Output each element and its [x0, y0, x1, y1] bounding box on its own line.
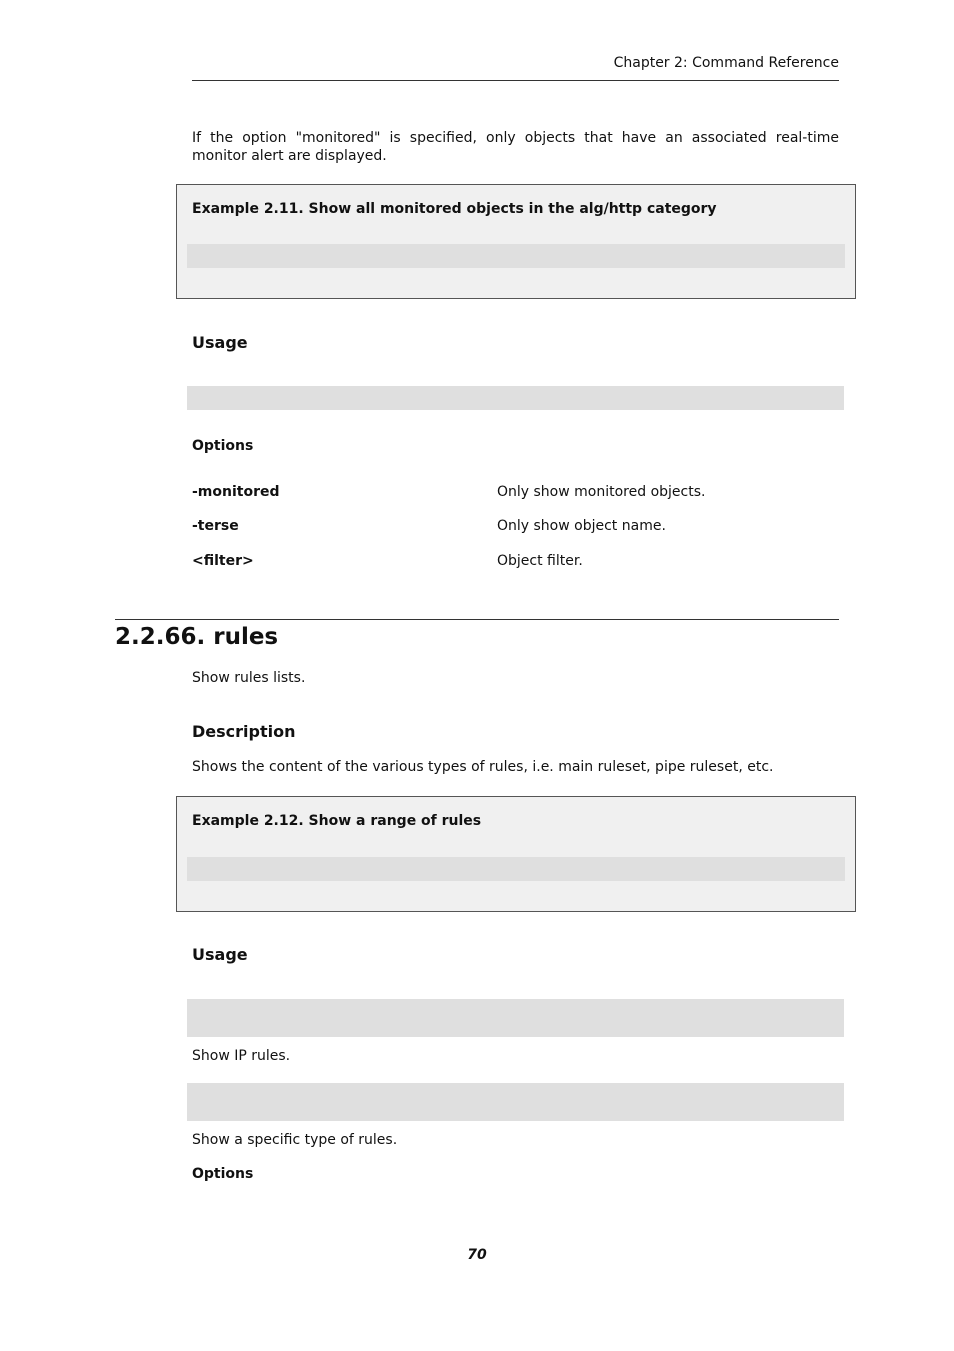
option-name: -terse	[192, 518, 239, 534]
code-block	[187, 857, 845, 881]
usage-note: Show a specific type of rules.	[192, 1132, 398, 1148]
intro-paragraph: If the option "monitored" is specified, only objects that have an associated real-time monitor alert are displayed.	[192, 130, 839, 164]
section-divider	[115, 619, 839, 620]
usage-note: Show IP rules.	[192, 1048, 291, 1064]
header-divider	[192, 80, 839, 81]
usage-code-block	[187, 386, 844, 410]
example-box-monitored	[176, 184, 856, 299]
option-description: Only show object name.	[497, 518, 666, 534]
options-heading: Options	[192, 438, 254, 454]
page-number: 70	[467, 1247, 487, 1263]
usage-heading: Usage	[192, 333, 248, 352]
example-box-rules	[176, 796, 856, 912]
section-summary: Show rules lists.	[192, 670, 306, 686]
example-title: Example 2.12. Show a range of rules	[192, 813, 482, 829]
description-heading: Description	[192, 722, 296, 741]
usage-code-block	[187, 1083, 844, 1121]
code-block	[187, 244, 845, 268]
running-header: Chapter 2: Command Reference	[613, 55, 839, 71]
section-title: 2.2.66. rules	[115, 624, 279, 650]
options-heading: Options	[192, 1166, 254, 1182]
usage-code-block	[187, 999, 844, 1037]
option-description: Only show monitored objects.	[497, 484, 706, 500]
usage-heading: Usage	[192, 945, 248, 964]
option-name: -monitored	[192, 484, 280, 500]
option-name: <filter>	[192, 553, 254, 569]
description-text: Shows the content of the various types of rules, i.e. main ruleset, pipe ruleset, etc.	[192, 759, 774, 775]
example-title: Example 2.11. Show all monitored objects in the alg/http category	[192, 201, 717, 217]
option-description: Object filter.	[497, 553, 583, 569]
